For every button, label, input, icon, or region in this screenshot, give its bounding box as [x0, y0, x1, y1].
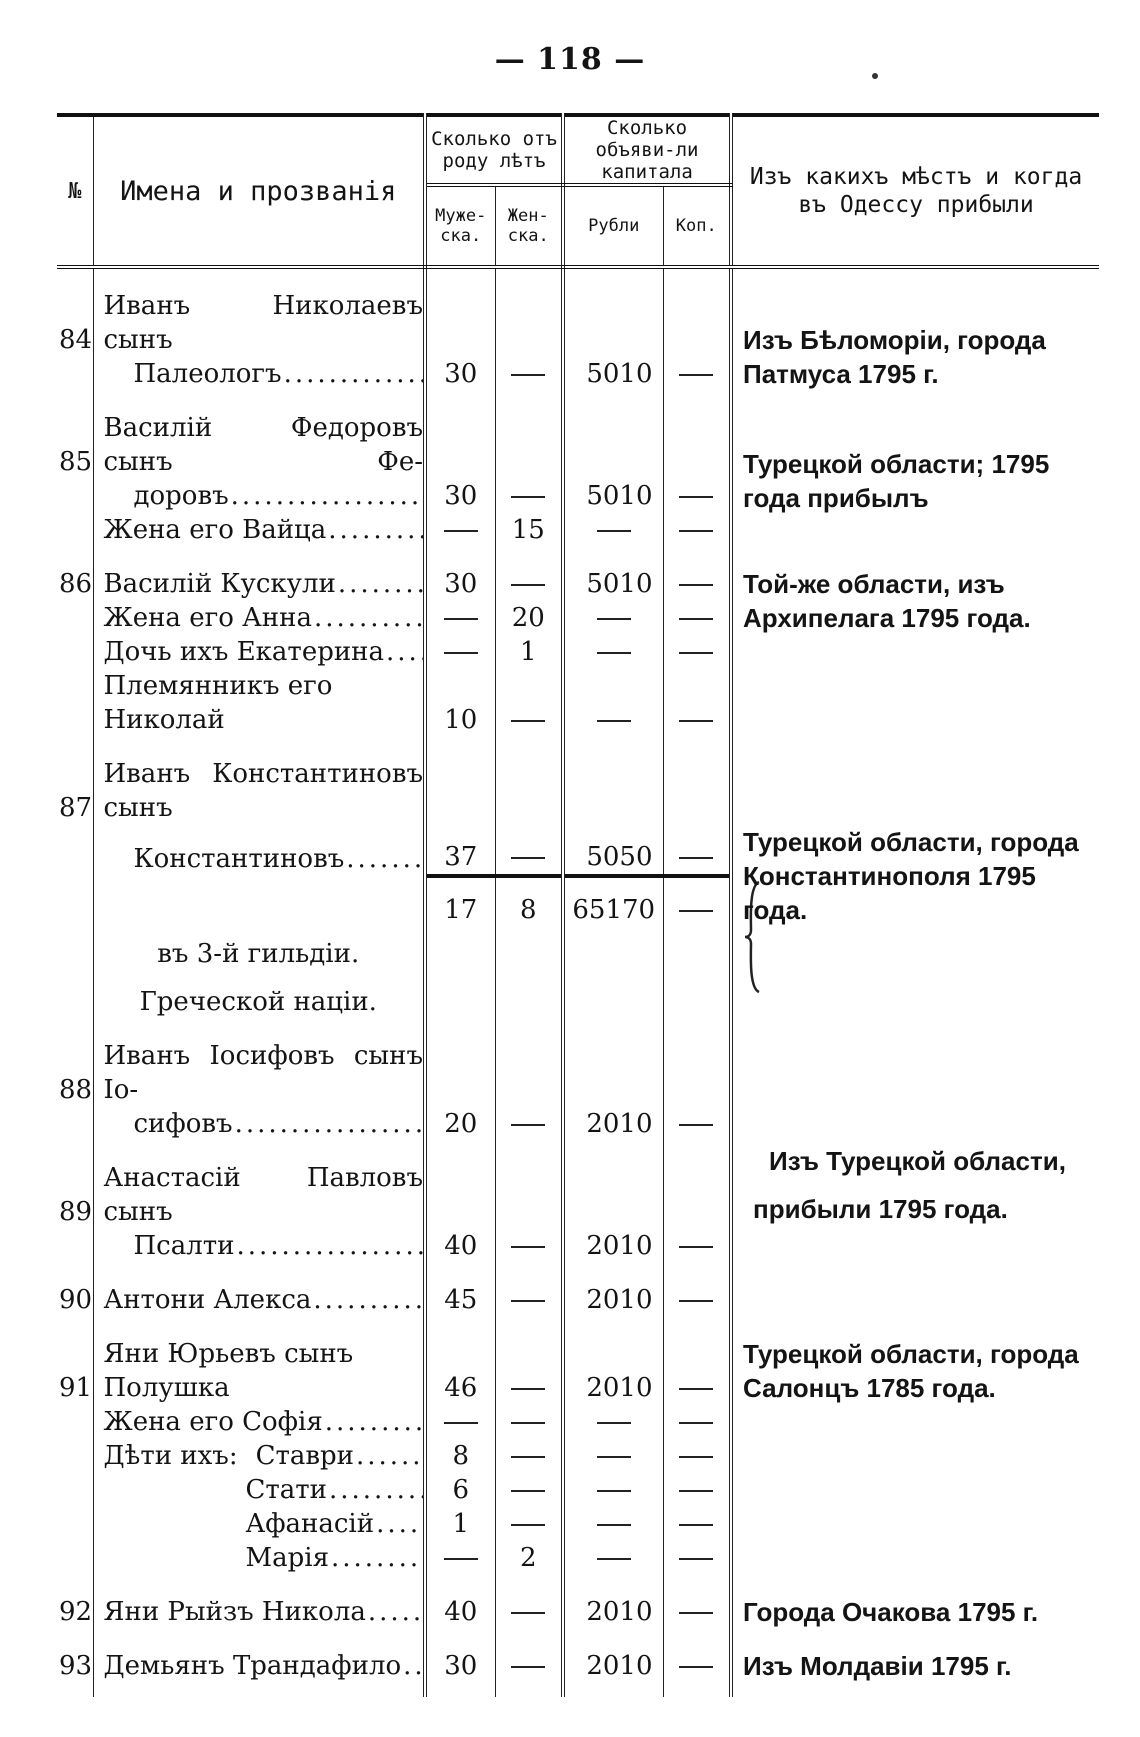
entry-name: Иванъ Николаевъ сынъ: [93, 289, 425, 357]
table-row: [57, 411, 1099, 479]
table-row: [57, 1107, 1099, 1141]
header-number: №: [57, 115, 93, 267]
children-label: Дѣти ихъ:: [103, 1441, 238, 1471]
ink-spot: [872, 73, 878, 79]
header-age-group: Сколько отъ роду лѣтъ: [425, 115, 563, 185]
page-number: — 118 —: [494, 42, 646, 77]
entry-number: 88: [57, 1039, 93, 1107]
age-male: 20: [425, 1107, 495, 1141]
age-male: 30: [425, 479, 495, 513]
header-from: Изъ какихъ мѣстъ и когда въ Одессу прибыли: [731, 115, 1099, 267]
entry-name: Иванъ Константиновъ сынъ: [93, 757, 425, 825]
group-origin-line1: Изъ Турецкой области,: [769, 1146, 1066, 1176]
age-male: 30: [425, 1649, 495, 1683]
age-male: 45: [425, 1283, 495, 1317]
entry-number: 93: [59, 1651, 93, 1681]
table-row: [57, 757, 1099, 825]
entry-name: Василій Федоровъ сынъ Фе-: [93, 411, 425, 479]
entry-origin: Турецкой области, города Салонцъ 1785 года.: [743, 1339, 1079, 1403]
capital-rubles: 2010: [563, 1229, 663, 1263]
age-male: 8: [425, 1439, 495, 1473]
age-female: 1: [495, 635, 563, 669]
header-names: Имена и прозванія: [93, 115, 425, 267]
group-origin-line2: прибыли 1795 года.: [753, 1194, 1008, 1224]
entry-name-cont: Псалти: [133, 1231, 235, 1261]
age-female: 2: [495, 1541, 563, 1575]
age-male: 37: [425, 825, 495, 876]
entry-number: 84: [57, 289, 93, 357]
entry-origin: Той-же области, изъ Архипелага 1795 года.: [743, 569, 1031, 633]
age-male: 40: [425, 1595, 495, 1629]
header-capital-group: Сколько объяви-ли капитала: [563, 115, 731, 185]
header-capital-rubles: Рубли: [563, 185, 663, 267]
family-member: Дочь ихъ Екатерина: [103, 637, 385, 667]
merchants-table: [57, 113, 1099, 1697]
family-member: Жена его Анна: [103, 603, 312, 633]
entry-name: Антони Алекса: [103, 1285, 312, 1315]
age-male: 6: [425, 1473, 495, 1507]
table-row: [57, 1649, 1099, 1683]
table-row: [57, 1595, 1099, 1629]
header-age-female: Жен-ска.: [495, 185, 563, 267]
entry-number: 85: [57, 411, 93, 479]
capital-rubles: 5010: [563, 357, 663, 391]
age-male: 30: [425, 357, 495, 391]
age-female: 15: [495, 513, 563, 547]
header-capital-kopecks: Коп.: [663, 185, 731, 267]
age-male: 30: [425, 567, 495, 601]
capital-rubles: 2010: [563, 1107, 663, 1141]
age-male: 1: [425, 1507, 495, 1541]
table-row: [57, 289, 1099, 357]
capital-rubles: 2010: [563, 1283, 663, 1317]
entry-origin: Изъ Бѣломоріи, города Патмуса 1795 г.: [743, 325, 1046, 389]
capital-rubles: 2010: [563, 1337, 663, 1405]
age-male: 40: [425, 1229, 495, 1263]
table-row: [57, 825, 1099, 876]
total-rubles: 65170: [563, 876, 663, 927]
capital-rubles: 5010: [563, 567, 663, 601]
family-member: Марія: [245, 1543, 329, 1573]
entry-name: Анастасій Павловъ сынъ: [93, 1161, 425, 1229]
family-member: Афанасій: [245, 1509, 375, 1539]
section-nation: Греческой націи.: [93, 971, 425, 1019]
entry-number: 89: [57, 1161, 93, 1229]
table-row: [57, 1283, 1099, 1317]
family-member: Ставри: [255, 1441, 354, 1471]
age-male: 46: [425, 1337, 495, 1405]
entry-number: 86: [59, 569, 93, 599]
entry-name-cont: Константиновъ: [133, 844, 345, 874]
entry-origin: Изъ Молдавіи 1795 г.: [743, 1651, 1012, 1681]
entry-name: Иванъ Іосифовъ сынъ Іо-: [93, 1039, 425, 1107]
section-guild: въ 3-й гильдіи.: [93, 927, 425, 971]
total-female: 8: [495, 876, 563, 927]
entry-origin: Турецкой области; 1795 года прибылъ: [743, 449, 1050, 513]
entry-name-cont: Палеологъ: [133, 359, 282, 389]
entry-name: Василій Кускули: [103, 569, 336, 599]
entry-name: Яни Рыйзъ Никола: [103, 1597, 366, 1627]
family-member: Стати: [245, 1475, 327, 1505]
capital-rubles: 5050: [563, 825, 663, 876]
entry-origin: Города Очакова 1795 г.: [743, 1597, 1039, 1627]
table-row: [57, 1337, 1099, 1405]
capital-rubles: 2010: [563, 1595, 663, 1629]
family-member: Племянникъ его Николай: [103, 671, 333, 735]
header-age-male: Муже-ска.: [425, 185, 495, 267]
entry-number: 92: [59, 1597, 93, 1627]
age-female: 20: [495, 601, 563, 635]
table-row: [57, 1039, 1099, 1107]
entry-number: 87: [57, 757, 93, 825]
total-male: 17: [425, 876, 495, 927]
table-row: [57, 567, 1099, 601]
family-member: Жена его Софія: [103, 1407, 323, 1437]
entry-name-cont: доровъ: [133, 481, 229, 511]
family-member: Жена его Вайца: [103, 515, 327, 545]
entry-number: 90: [59, 1285, 93, 1315]
entry-name-cont: сифовъ: [133, 1109, 233, 1139]
age-male: 10: [425, 669, 495, 737]
capital-rubles: 5010: [563, 479, 663, 513]
entry-name: Яни Юрьевъ сынъ Полушка: [93, 1337, 425, 1405]
entry-number: 91: [57, 1337, 93, 1405]
entry-origin: Турецкой области, города Константинополя 1795 года.: [743, 827, 1079, 925]
entry-name: Демьянъ Трандафило: [103, 1651, 402, 1681]
capital-rubles: 2010: [563, 1649, 663, 1683]
